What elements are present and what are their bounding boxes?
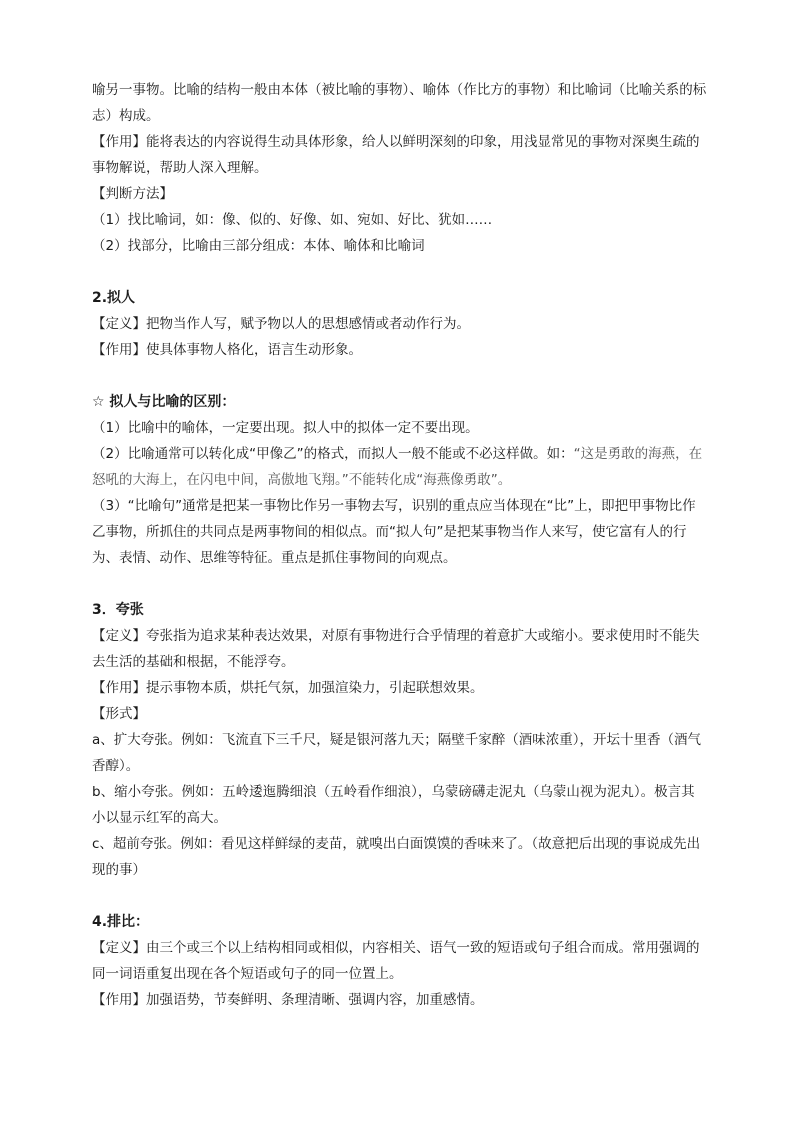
difference-point-3: （3）“比喻句”通常是把某一事物比作另一事物去写，识别的重点应当体现在“比”上，即把甲事物比作乙事物，所抓住的共同点是两事物间的相似点。而“拟人句”是把某事物当作人来写，使它富有人的行为、表情、动作、思维等特征。重点是抓住事物间的向观点。 bbox=[92, 498, 696, 566]
metaphor-function: 【作用】能将表达的内容说得生动具体形象，给人以鲜明深刻的印象，用浅显常见的事物对深奥生疏的事物解说，帮助人深入理解。 bbox=[92, 134, 700, 176]
metaphor-method-2: （2）找部分，比喻由三部分组成：本体、喻体和比喻词 bbox=[92, 238, 425, 254]
parallelism-definition: 【定义】由三个或三个以上结构相同或相似，内容相关、语气一致的短语或句子组合而成。常用强调的同一词语重复出现在各个短语或句子的同一位置上。 bbox=[92, 940, 700, 982]
difference-heading: ☆ 拟人与比喻的区别： bbox=[92, 394, 236, 410]
hyperbole-form-a: a、扩大夸张。例如：飞流直下三千尺，疑是银河落九天；隔壁千家醉（酒味浓重），开坛十里香（酒气香醇）。 bbox=[92, 732, 702, 774]
metaphor-method-1: （1）找比喻词，如：像、似的、好像、如、宛如、好比、犹如…… bbox=[92, 212, 493, 228]
hyperbole-definition: 【定义】夸张指为追求某种表达效果，对原有事物进行合乎情理的着意扩大或缩小。要求使用时不能失去生活的基础和根据，不能浮夸。 bbox=[92, 628, 700, 670]
parallelism-function: 【作用】加强语势，节奏鲜明、条理清晰、强调内容，加重感情。 bbox=[92, 992, 484, 1008]
section-heading-personification: 2.拟人 bbox=[92, 290, 136, 306]
difference-point-1: （1）比喻中的喻体，一定要出现。拟人中的拟体一定不要出现。 bbox=[92, 420, 479, 436]
hyperbole-function: 【作用】提示事物本质，烘托气氛，加强渲染力，引起联想效果。 bbox=[92, 680, 484, 696]
hyperbole-form-b: b、缩小夸张。例如：五岭逶迤腾细浪（五岭看作细浪），乌蒙磅礴走泥丸（乌蒙山视为泥丸）。极言其小以显示红军的高大。 bbox=[92, 784, 695, 826]
personification-function: 【作用】使具体事物人格化，语言生动形象。 bbox=[92, 342, 362, 358]
hyperbole-forms-heading: 【形式】 bbox=[92, 706, 146, 722]
difference-point-2 bbox=[92, 441, 708, 493]
difference-point-2-example: “这是勇敢的海燕，在怒吼的大海上，在闪电中间，高傲地飞翔。” bbox=[92, 446, 703, 488]
document-body bbox=[92, 77, 708, 1013]
section-heading-hyperbole: 3．夸张 bbox=[92, 602, 144, 618]
section-heading-parallelism: 4.排比： bbox=[92, 914, 150, 930]
difference-point-2-note: 不能转化成“海燕像勇敢”。 bbox=[348, 472, 512, 488]
hyperbole-form-c: c、超前夸张。例如：看见这样鲜绿的麦苗，就嗅出白面馍馍的香味来了。（故意把后出现的事说成先出现的事） bbox=[92, 836, 701, 878]
difference-point-2-text: （2）比喻通常可以转化成“甲像乙”的格式，而拟人一般不能或不必这样做。如： bbox=[92, 446, 574, 462]
metaphor-method-heading: 【判断方法】 bbox=[92, 186, 173, 202]
personification-definition: 【定义】把物当作人写，赋予物以人的思想感情或者动作行为。 bbox=[92, 316, 470, 332]
metaphor-definition-continued: 喻另一事物。比喻的结构一般由本体（被比喻的事物）、喻体（作比方的事物）和比喻词（比喻关系的标志）构成。 bbox=[92, 82, 707, 124]
